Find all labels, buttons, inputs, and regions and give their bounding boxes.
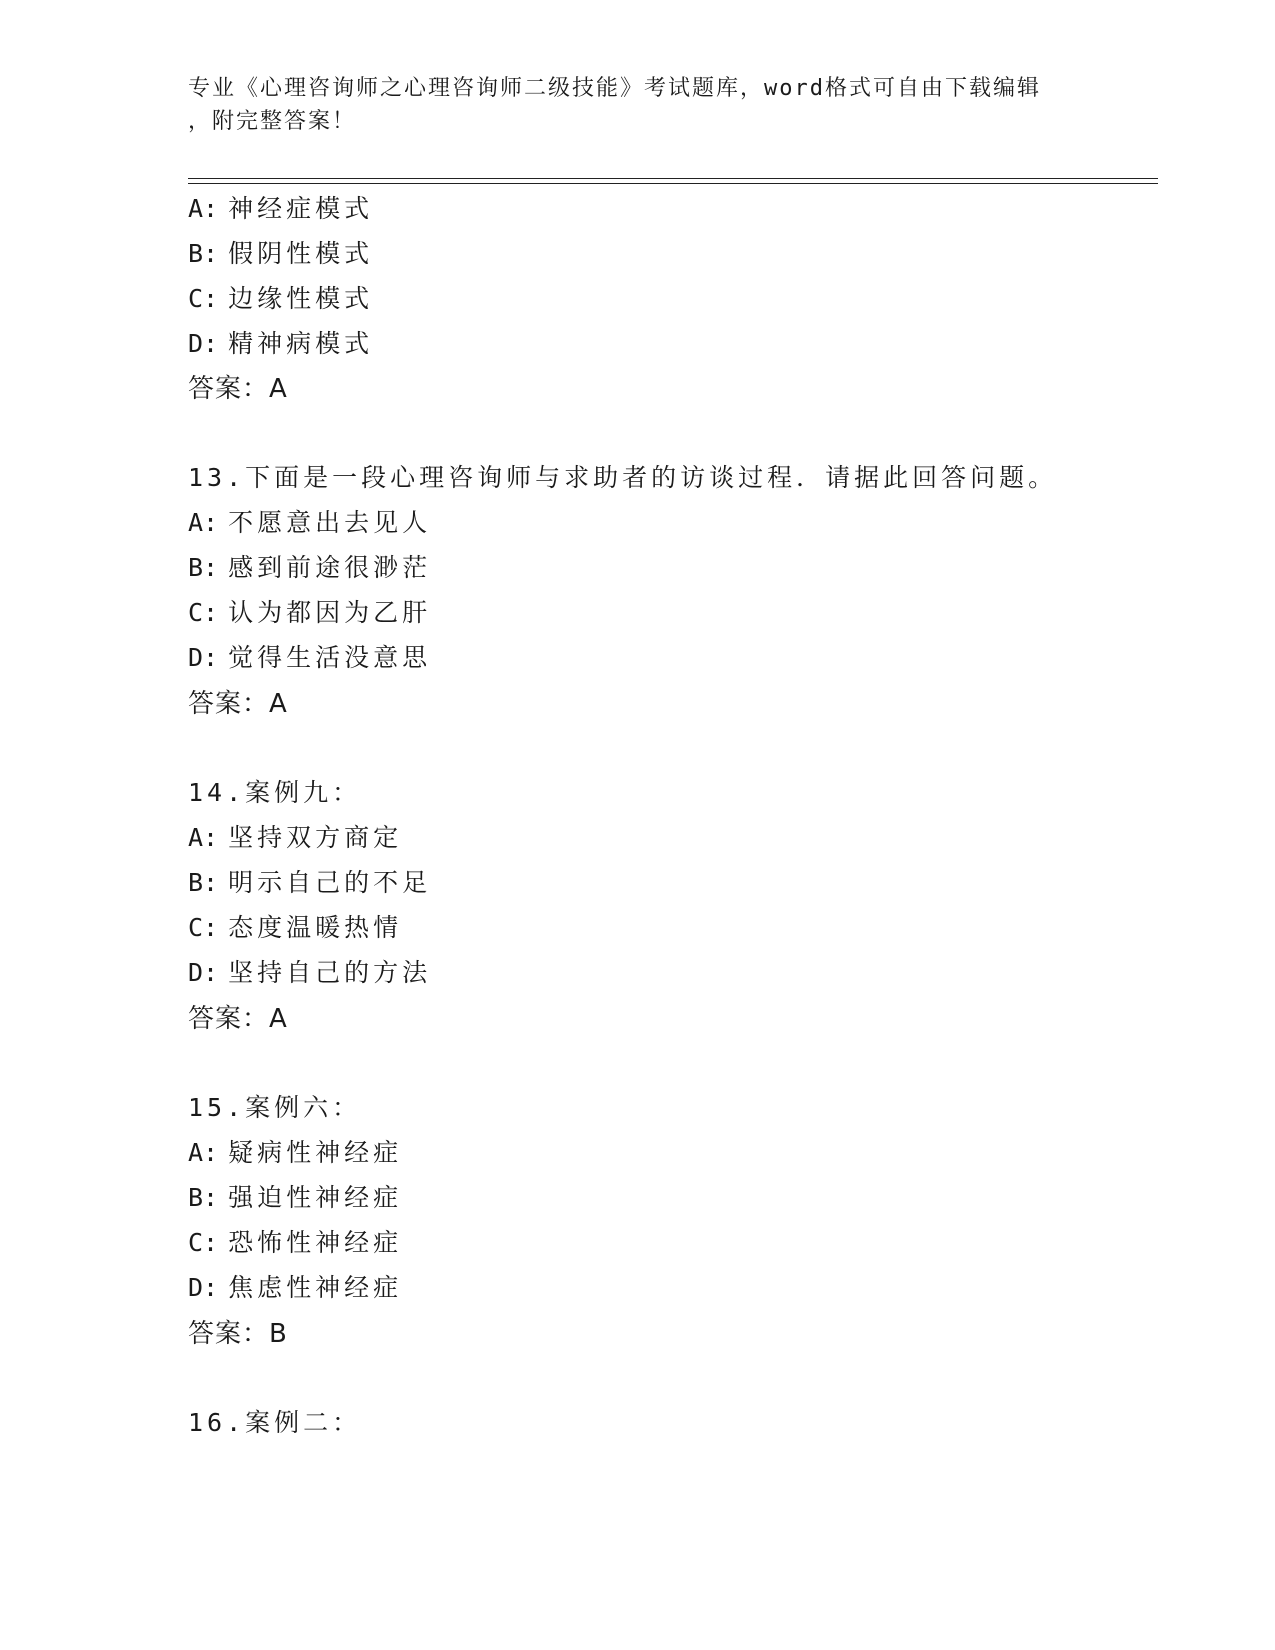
answer-line: 答案：B — [188, 1319, 288, 1349]
option-label: B: — [188, 868, 219, 897]
option-d — [188, 957, 431, 989]
option-label: A: — [188, 194, 219, 223]
option-b — [188, 867, 431, 899]
option-text: 强迫性神经症 — [228, 1183, 403, 1212]
option-label: D: — [188, 643, 219, 672]
option-text: 坚持自己的方法 — [228, 958, 432, 987]
option-text: 精神病模式 — [228, 329, 374, 358]
option-text: 觉得生活没意思 — [228, 643, 432, 672]
header-divider-top — [188, 178, 1158, 179]
option-label: C: — [188, 1228, 219, 1257]
option-label: C: — [188, 284, 219, 313]
option-a — [188, 507, 431, 539]
option-text: 坚持双方商定 — [228, 823, 403, 852]
question-text: 15.案例六： — [188, 1093, 362, 1122]
option-b — [188, 552, 431, 584]
option-text: 边缘性模式 — [228, 284, 374, 313]
option-label: A: — [188, 1138, 219, 1167]
option-text: 神经症模式 — [228, 194, 374, 223]
option-label: D: — [188, 1273, 219, 1302]
document-header — [188, 72, 1088, 138]
option-text: 不愿意出去见人 — [228, 508, 432, 537]
header-divider-bottom — [188, 183, 1158, 184]
option-d — [188, 1272, 402, 1304]
option-text: 态度温暖热情 — [228, 913, 403, 942]
answer-line: 答案：A — [188, 1004, 288, 1034]
option-label: B: — [188, 553, 219, 582]
option-c — [188, 912, 402, 944]
option-text: 疑病性神经症 — [228, 1138, 403, 1167]
option-label: C: — [188, 598, 219, 627]
option-label: D: — [188, 958, 219, 987]
option-label: B: — [188, 1183, 219, 1212]
option-text: 明示自己的不足 — [228, 868, 432, 897]
option-b — [188, 1182, 402, 1214]
option-label: B: — [188, 239, 219, 268]
option-a — [188, 822, 402, 854]
question-text: 13.下面是一段心理咨询师与求助者的访谈过程．请据此回答问题。 — [188, 463, 1058, 492]
option-a — [188, 193, 373, 225]
option-label: C: — [188, 913, 219, 942]
option-c — [188, 1227, 402, 1259]
header-line-1: 专业《心理咨询师之心理咨询师二级技能》考试题库，word格式可自由下载编辑 — [188, 76, 1041, 101]
option-text: 假阴性模式 — [228, 239, 374, 268]
answer-line: 答案：A — [188, 374, 288, 404]
option-d — [188, 328, 373, 360]
option-label: A: — [188, 823, 219, 852]
option-text: 认为都因为乙肝 — [228, 598, 432, 627]
option-text: 恐怖性神经症 — [228, 1228, 403, 1257]
option-text: 感到前途很渺茫 — [228, 553, 432, 582]
option-text: 焦虑性神经症 — [228, 1273, 403, 1302]
option-d — [188, 642, 431, 674]
option-c — [188, 597, 431, 629]
option-b — [188, 238, 373, 270]
option-label: D: — [188, 329, 219, 358]
question-text: 16.案例二： — [188, 1408, 362, 1437]
answer-line: 答案：A — [188, 689, 288, 719]
option-a — [188, 1137, 402, 1169]
option-c — [188, 283, 373, 315]
option-label: A: — [188, 508, 219, 537]
header-line-2: ，附完整答案！ — [188, 109, 357, 134]
question-text: 14.案例九： — [188, 778, 362, 807]
